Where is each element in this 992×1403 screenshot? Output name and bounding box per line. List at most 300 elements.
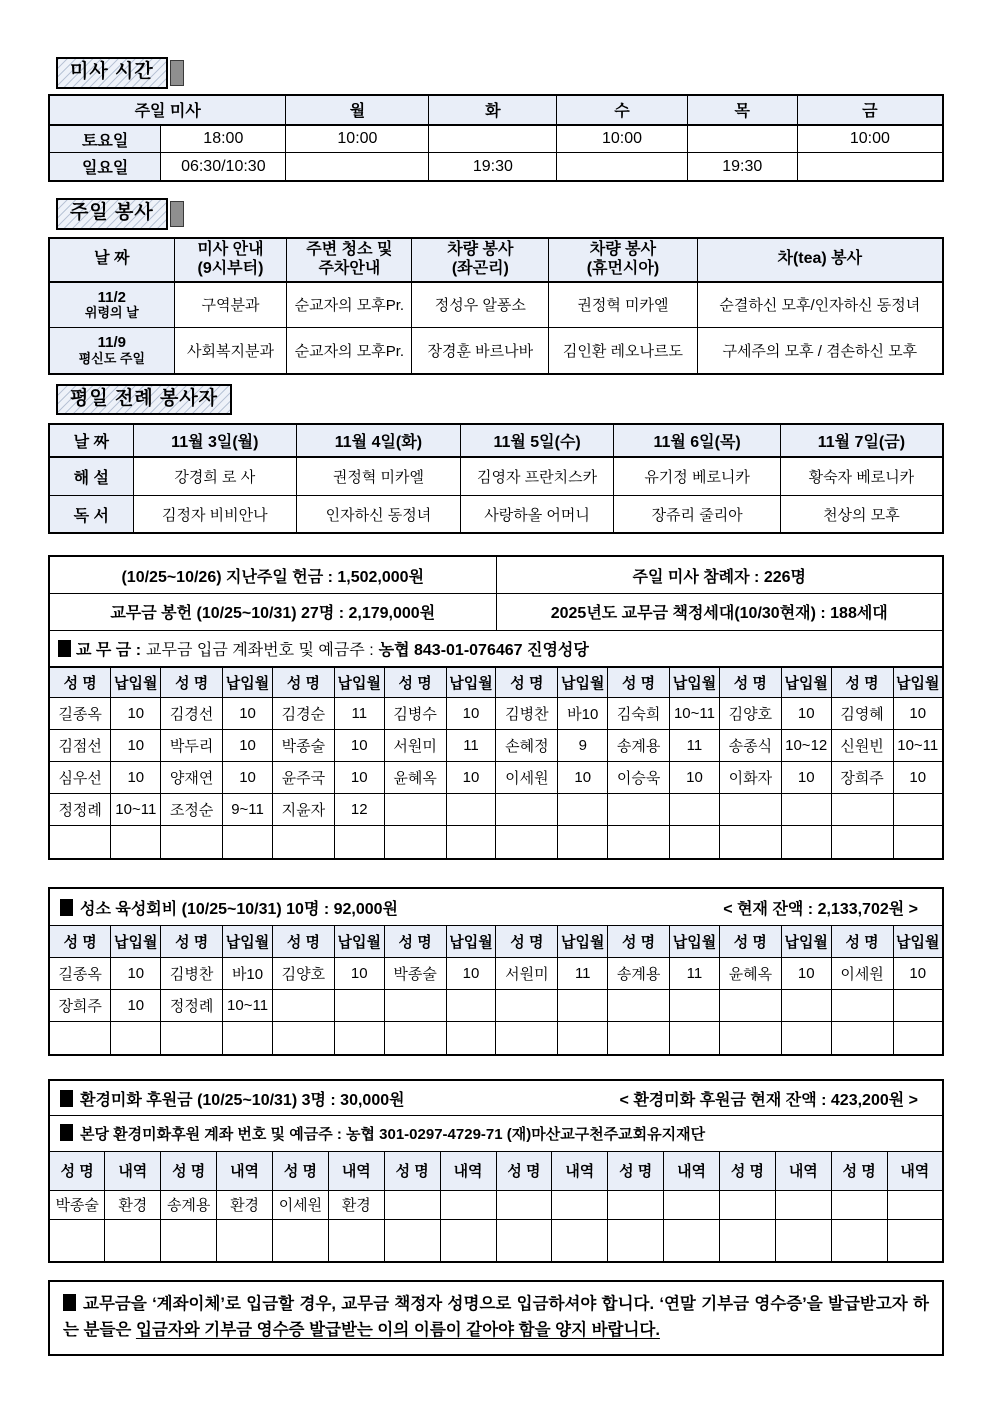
header-cell: 납입월: [223, 667, 273, 697]
cell: [272, 825, 334, 859]
cell: 10~11: [111, 793, 161, 825]
header-cell: 성 명: [831, 925, 893, 957]
cell: 윤혜옥: [384, 761, 446, 793]
section-badge-label: 미사 시간: [56, 57, 168, 89]
header-cell: 성 명: [49, 925, 111, 957]
table-row: [49, 153, 943, 181]
cell: 10: [446, 761, 496, 793]
header-cell: 내역: [440, 1151, 496, 1190]
kyomugeum-payers-table: [48, 666, 944, 860]
header-cell: 납입월: [223, 925, 273, 957]
kyomugeum-offering: 교무금 봉헌 (10/25~10/31) 27명 : 2,179,000원: [49, 593, 496, 630]
cell: 장희주: [831, 761, 893, 793]
cell: 손혜정: [496, 729, 558, 761]
cell: [781, 793, 831, 825]
cell: 10: [334, 957, 384, 989]
header-cell: 차(tea) 봉사: [697, 238, 943, 282]
header-cell: 성 명: [384, 925, 446, 957]
cell: [161, 1021, 223, 1055]
cell: 10: [893, 761, 943, 793]
cell: 심우선: [49, 761, 111, 793]
cell: [558, 793, 608, 825]
cell: 박종술: [49, 1190, 105, 1219]
cell: 김숙희: [608, 697, 670, 729]
cell: [334, 1021, 384, 1055]
header-cell: 납입월: [670, 925, 720, 957]
seongso-title-left: 성소 육성회비 (10/25~10/31) 10명 : 92,000원: [60, 896, 398, 919]
cell: 김영자 프란치스카: [460, 457, 614, 495]
cell: 지윤자: [272, 793, 334, 825]
cell: 김양호: [272, 957, 334, 989]
cell: 환경: [328, 1190, 384, 1219]
cell: [552, 1219, 608, 1262]
cell: 9: [558, 729, 608, 761]
cell: [49, 1219, 105, 1262]
cell: 11: [334, 697, 384, 729]
cell: 김경순: [272, 697, 334, 729]
table-row: [49, 957, 943, 989]
cell: 순결하신 모후/인자하신 동정녀: [697, 282, 943, 328]
cell: 이승욱: [608, 761, 670, 793]
header-cell: 성 명: [719, 925, 781, 957]
cell: [328, 1219, 384, 1262]
cell: [719, 825, 781, 859]
cell: 천상의 모후: [780, 495, 943, 533]
header-cell: 성 명: [272, 925, 334, 957]
cell: 10: [781, 697, 831, 729]
cell: 10: [334, 729, 384, 761]
cell: [893, 989, 943, 1021]
table-row: [49, 793, 943, 825]
cell: [893, 793, 943, 825]
header-cell: 화: [429, 95, 557, 125]
sunday-service-table: [48, 237, 944, 375]
cell: [831, 1219, 887, 1262]
cell: [272, 989, 334, 1021]
header-cell: 납입월: [334, 667, 384, 697]
table-row: [49, 282, 943, 328]
section-title-sunday-service: [56, 198, 944, 230]
table-row: [49, 825, 943, 859]
row-label: 일요일: [49, 153, 161, 181]
header-cell: 날 짜: [49, 424, 133, 457]
header-cell: 목: [687, 95, 797, 125]
cell: [558, 1021, 608, 1055]
black-square-icon: [60, 1124, 73, 1141]
cell: 길종옥: [49, 957, 111, 989]
table-header-row: [49, 1151, 943, 1190]
table-row: [49, 328, 943, 374]
cell: [720, 1190, 776, 1219]
cell: [664, 1190, 720, 1219]
cell: 김정자 비비안나: [133, 495, 297, 533]
cell: [558, 989, 608, 1021]
cell: [440, 1219, 496, 1262]
header-cell: 성 명: [273, 1151, 329, 1190]
environment-fund-table: [48, 1079, 944, 1263]
notice-box: [48, 1280, 944, 1355]
cell: [429, 125, 557, 153]
cell: 18:00: [161, 125, 286, 153]
cell: 10: [223, 697, 273, 729]
cell: [670, 793, 720, 825]
cell: [720, 1219, 776, 1262]
cell: 윤주국: [272, 761, 334, 793]
cell: [557, 153, 688, 181]
cell: 구역분과: [174, 282, 287, 328]
weekday-liturgy-table: [48, 423, 944, 534]
cell: 9~11: [223, 793, 273, 825]
header-cell: 11월 4일(화): [297, 424, 461, 457]
cell: 김인환 레오나르도: [549, 328, 697, 374]
badge-tab-icon: [170, 60, 184, 86]
cell: 10: [446, 697, 496, 729]
table-header-row: [49, 95, 943, 125]
cell: 10: [893, 957, 943, 989]
cell: [797, 153, 943, 181]
cell: 이세원: [831, 957, 893, 989]
cell: 송계용: [161, 1190, 217, 1219]
notice-underlined-text: 입금자와 기부금 영수증 발급받는 이의 이름이 같아야 함을 양지 바랍니다.: [135, 1321, 660, 1340]
cell: [496, 793, 558, 825]
cell: [496, 989, 558, 1021]
cell: 12: [334, 793, 384, 825]
cell: 순교자의 모후Pr.: [287, 282, 412, 328]
last-week-offering: (10/25~10/26) 지난주일 헌금 : 1,502,000원: [49, 556, 496, 593]
cell: [161, 825, 223, 859]
cell: 길종옥: [49, 697, 111, 729]
assessed-households: 2025년도 교무금 책정세대(10/30현재) : 188세대: [496, 593, 943, 630]
black-square-icon: [63, 1294, 76, 1311]
cell: 바10: [558, 697, 608, 729]
header-cell: 성 명: [496, 1151, 552, 1190]
cell: [719, 989, 781, 1021]
header-cell: 성 명: [161, 667, 223, 697]
environment-title-row: [49, 1080, 943, 1115]
cell: [887, 1219, 943, 1262]
table-row: [49, 593, 943, 630]
header-cell: 미사 안내 (9시부터): [174, 238, 287, 282]
black-square-icon: [60, 1090, 73, 1107]
row-label: 토요일: [49, 125, 161, 153]
cell: [608, 825, 670, 859]
cell: 황숙자 베로니카: [780, 457, 943, 495]
cell: [446, 793, 496, 825]
table-row: [49, 125, 943, 153]
cell: 10: [670, 761, 720, 793]
cell: [286, 153, 429, 181]
seongso-balance: < 현재 잔액 : 2,133,702원 >: [723, 900, 918, 918]
date-cell: 11/9 평신도 주일: [49, 328, 174, 374]
cell: [893, 1021, 943, 1055]
table-row: [49, 457, 943, 495]
header-cell: 납입월: [781, 667, 831, 697]
cell: 박두리: [161, 729, 223, 761]
cell: 조정순: [161, 793, 223, 825]
cell: 10: [223, 761, 273, 793]
cell: [334, 825, 384, 859]
environment-balance: < 환경미화 후원금 현재 잔액 : 423,200원 >: [619, 1091, 918, 1109]
header-cell: 11월 5일(수): [460, 424, 614, 457]
cell: 10:00: [797, 125, 943, 153]
cell: 순교자의 모후Pr.: [287, 328, 412, 374]
cell: [552, 1190, 608, 1219]
header-cell: 11월 3일(월): [133, 424, 297, 457]
cell: 사회복지분과: [174, 328, 287, 374]
date-cell: 11/2 위령의 날: [49, 282, 174, 328]
offering-summary-table: [48, 555, 944, 668]
cell: [440, 1190, 496, 1219]
header-cell: 납입월: [334, 925, 384, 957]
header-cell: 성 명: [720, 1151, 776, 1190]
cell: 이화자: [719, 761, 781, 793]
cell: 장경훈 바르나바: [412, 328, 549, 374]
cell: [670, 825, 720, 859]
cell: 10~11: [223, 989, 273, 1021]
cell: 정성우 알퐁소: [412, 282, 549, 328]
header-cell: 성 명: [496, 925, 558, 957]
cell: [496, 1021, 558, 1055]
cell: 정정례: [49, 793, 111, 825]
header-cell: 내역: [552, 1151, 608, 1190]
header-cell: 내역: [664, 1151, 720, 1190]
cell: [111, 1021, 161, 1055]
table-row: [49, 989, 943, 1021]
cell: 김양호: [719, 697, 781, 729]
cell: 구세주의 모후 / 겸손하신 모후: [697, 328, 943, 374]
cell: 10:00: [557, 125, 688, 153]
cell: 11: [670, 957, 720, 989]
cell: [831, 1190, 887, 1219]
cell: 10:00: [286, 125, 429, 153]
cell: 권정혁 미카엘: [297, 457, 461, 495]
header-cell: 납입월: [446, 667, 496, 697]
cell: [781, 1021, 831, 1055]
header-cell: 내역: [105, 1151, 161, 1190]
environment-account-row: 본당 환경미화후원 계좌 번호 및 예금주 : 농협 301-0297-4729-71 (재)마산교구천주교회유지재단: [49, 1115, 943, 1151]
header-cell: 성 명: [272, 667, 334, 697]
header-cell: 차량 봉사 (좌곤리): [412, 238, 549, 282]
header-cell: 성 명: [831, 1151, 887, 1190]
cell: 박종술: [272, 729, 334, 761]
cell: [608, 793, 670, 825]
header-cell: 성 명: [608, 1151, 664, 1190]
cell: 19:30: [429, 153, 557, 181]
seongso-fund-table: [48, 887, 944, 1056]
cell: [608, 1021, 670, 1055]
header-cell: 성 명: [161, 925, 223, 957]
cell: [105, 1219, 161, 1262]
cell: [272, 1021, 334, 1055]
cell: 박종술: [384, 957, 446, 989]
header-cell: 성 명: [608, 925, 670, 957]
cell: [608, 989, 670, 1021]
header-cell: 11월 6일(목): [614, 424, 780, 457]
header-cell: 납입월: [111, 925, 161, 957]
cell: [664, 1219, 720, 1262]
header-cell: 날 짜: [49, 238, 174, 282]
section-title-weekday-liturgy: [56, 384, 944, 416]
cell: 11: [670, 729, 720, 761]
header-cell: 성 명: [49, 1151, 105, 1190]
header-cell: 납입월: [558, 925, 608, 957]
header-cell: 납입월: [781, 925, 831, 957]
cell: 양재연: [161, 761, 223, 793]
cell: [111, 825, 161, 859]
cell: 김경선: [161, 697, 223, 729]
cell: [384, 1219, 440, 1262]
cell: [781, 989, 831, 1021]
cell: 10: [334, 761, 384, 793]
cell: 10: [111, 957, 161, 989]
section-title-mass-times: [56, 57, 944, 89]
header-cell: 11월 7일(금): [780, 424, 943, 457]
cell: 서원미: [496, 957, 558, 989]
cell: 송종식: [719, 729, 781, 761]
cell: 19:30: [687, 153, 797, 181]
cell: 환경: [217, 1190, 273, 1219]
cell: [223, 825, 273, 859]
kyomugeum-account-row: 교 무 금 : 교무금 입금 계좌번호 및 예금주 : 농협 843-01-076467 진영성당: [49, 630, 943, 667]
cell: 10: [893, 697, 943, 729]
table-row: [49, 495, 943, 533]
header-cell: 월: [286, 95, 429, 125]
cell: 장희주: [49, 989, 111, 1021]
cell: [223, 1021, 273, 1055]
cell: [719, 793, 781, 825]
environment-title-left: 환경미화 후원금 (10/25~10/31) 3명 : 30,000원: [60, 1087, 405, 1110]
cell: 10~11: [893, 729, 943, 761]
header-cell: 성 명: [384, 667, 446, 697]
cell: [670, 1021, 720, 1055]
header-cell: 내역: [328, 1151, 384, 1190]
cell: 이세원: [273, 1190, 329, 1219]
header-cell: 차량 봉사 (휴먼시아): [549, 238, 697, 282]
cell: 10~12: [781, 729, 831, 761]
cell: 김영혜: [831, 697, 893, 729]
cell: [831, 989, 893, 1021]
header-cell: 내역: [217, 1151, 273, 1190]
cell: 강경희 로 사: [133, 457, 297, 495]
cell: 유기정 베로니카: [614, 457, 780, 495]
table-row: [49, 761, 943, 793]
cell: [384, 1021, 446, 1055]
cell: 정정례: [161, 989, 223, 1021]
cell: 송계용: [608, 729, 670, 761]
header-cell: 성 명: [719, 667, 781, 697]
table-row: [49, 1219, 943, 1262]
cell: [384, 989, 446, 1021]
cell: [446, 825, 496, 859]
table-header-row: [49, 238, 943, 282]
cell: 10: [558, 761, 608, 793]
cell: 바10: [223, 957, 273, 989]
header-cell: 납입월: [893, 667, 943, 697]
cell: 11: [558, 957, 608, 989]
table-header-row: [49, 925, 943, 957]
cell: [217, 1219, 273, 1262]
cell: [496, 1190, 552, 1219]
cell: [831, 1021, 893, 1055]
cell: 김병찬: [161, 957, 223, 989]
cell: 송계용: [608, 957, 670, 989]
table-row: [49, 697, 943, 729]
cell: 10: [781, 761, 831, 793]
cell: 권정혁 미카엘: [549, 282, 697, 328]
header-cell: 내역: [775, 1151, 831, 1190]
cell: [49, 825, 111, 859]
header-cell: 성 명: [49, 667, 111, 697]
header-cell: 성 명: [161, 1151, 217, 1190]
cell: 06:30/10:30: [161, 153, 286, 181]
cell: 인자하신 동정녀: [297, 495, 461, 533]
mass-attendees: 주일 미사 참례자 : 226명: [496, 556, 943, 593]
header-cell: 내역: [887, 1151, 943, 1190]
seongso-title-row: [49, 888, 943, 925]
cell: [384, 825, 446, 859]
cell: 10: [111, 989, 161, 1021]
mass-times-table: [48, 94, 944, 182]
header-cell: 성 명: [384, 1151, 440, 1190]
section-badge-label: 평일 전례 봉사자: [56, 384, 232, 416]
cell: 윤혜옥: [719, 957, 781, 989]
cell: [893, 825, 943, 859]
row-label: 독 서: [49, 495, 133, 533]
cell: [719, 1021, 781, 1055]
cell: 김병수: [384, 697, 446, 729]
header-cell: 납입월: [558, 667, 608, 697]
header-cell: 성 명: [496, 667, 558, 697]
header-cell: 금: [797, 95, 943, 125]
cell: [334, 989, 384, 1021]
header-cell: 납입월: [111, 667, 161, 697]
cell: 사랑하올 어머니: [460, 495, 614, 533]
notice-text: 교무금을 ‘계좌이체’로 입금할 경우, 교무금 책정자 성명으로 입금하셔야 합니다. ‘연말 기부금 영수증’을 발급받고자 하는 분들은: [63, 1295, 929, 1340]
cell: [496, 825, 558, 859]
cell: [687, 125, 797, 153]
cell: 김점선: [49, 729, 111, 761]
cell: [775, 1219, 831, 1262]
cell: 10: [781, 957, 831, 989]
cell: [608, 1219, 664, 1262]
cell: [446, 1021, 496, 1055]
cell: [831, 825, 893, 859]
cell: [887, 1190, 943, 1219]
black-square-icon: [60, 899, 73, 916]
cell: 김병찬: [496, 697, 558, 729]
cell: [781, 825, 831, 859]
badge-tab-icon: [170, 201, 184, 227]
header-cell: 성 명: [608, 667, 670, 697]
section-badge-label: 주일 봉사: [56, 198, 168, 230]
cell: [608, 1190, 664, 1219]
header-cell: 주일 미사: [49, 95, 286, 125]
black-square-icon: [58, 640, 71, 657]
cell: [161, 1219, 217, 1262]
cell: [558, 825, 608, 859]
cell: 11: [446, 729, 496, 761]
cell: 10: [111, 729, 161, 761]
table-row: [49, 556, 943, 593]
cell: [496, 1219, 552, 1262]
cell: 환경: [105, 1190, 161, 1219]
header-cell: 수: [557, 95, 688, 125]
cell: 이세원: [496, 761, 558, 793]
cell: 10: [111, 697, 161, 729]
cell: [831, 793, 893, 825]
table-row: [49, 1021, 943, 1055]
header-cell: 납입월: [446, 925, 496, 957]
